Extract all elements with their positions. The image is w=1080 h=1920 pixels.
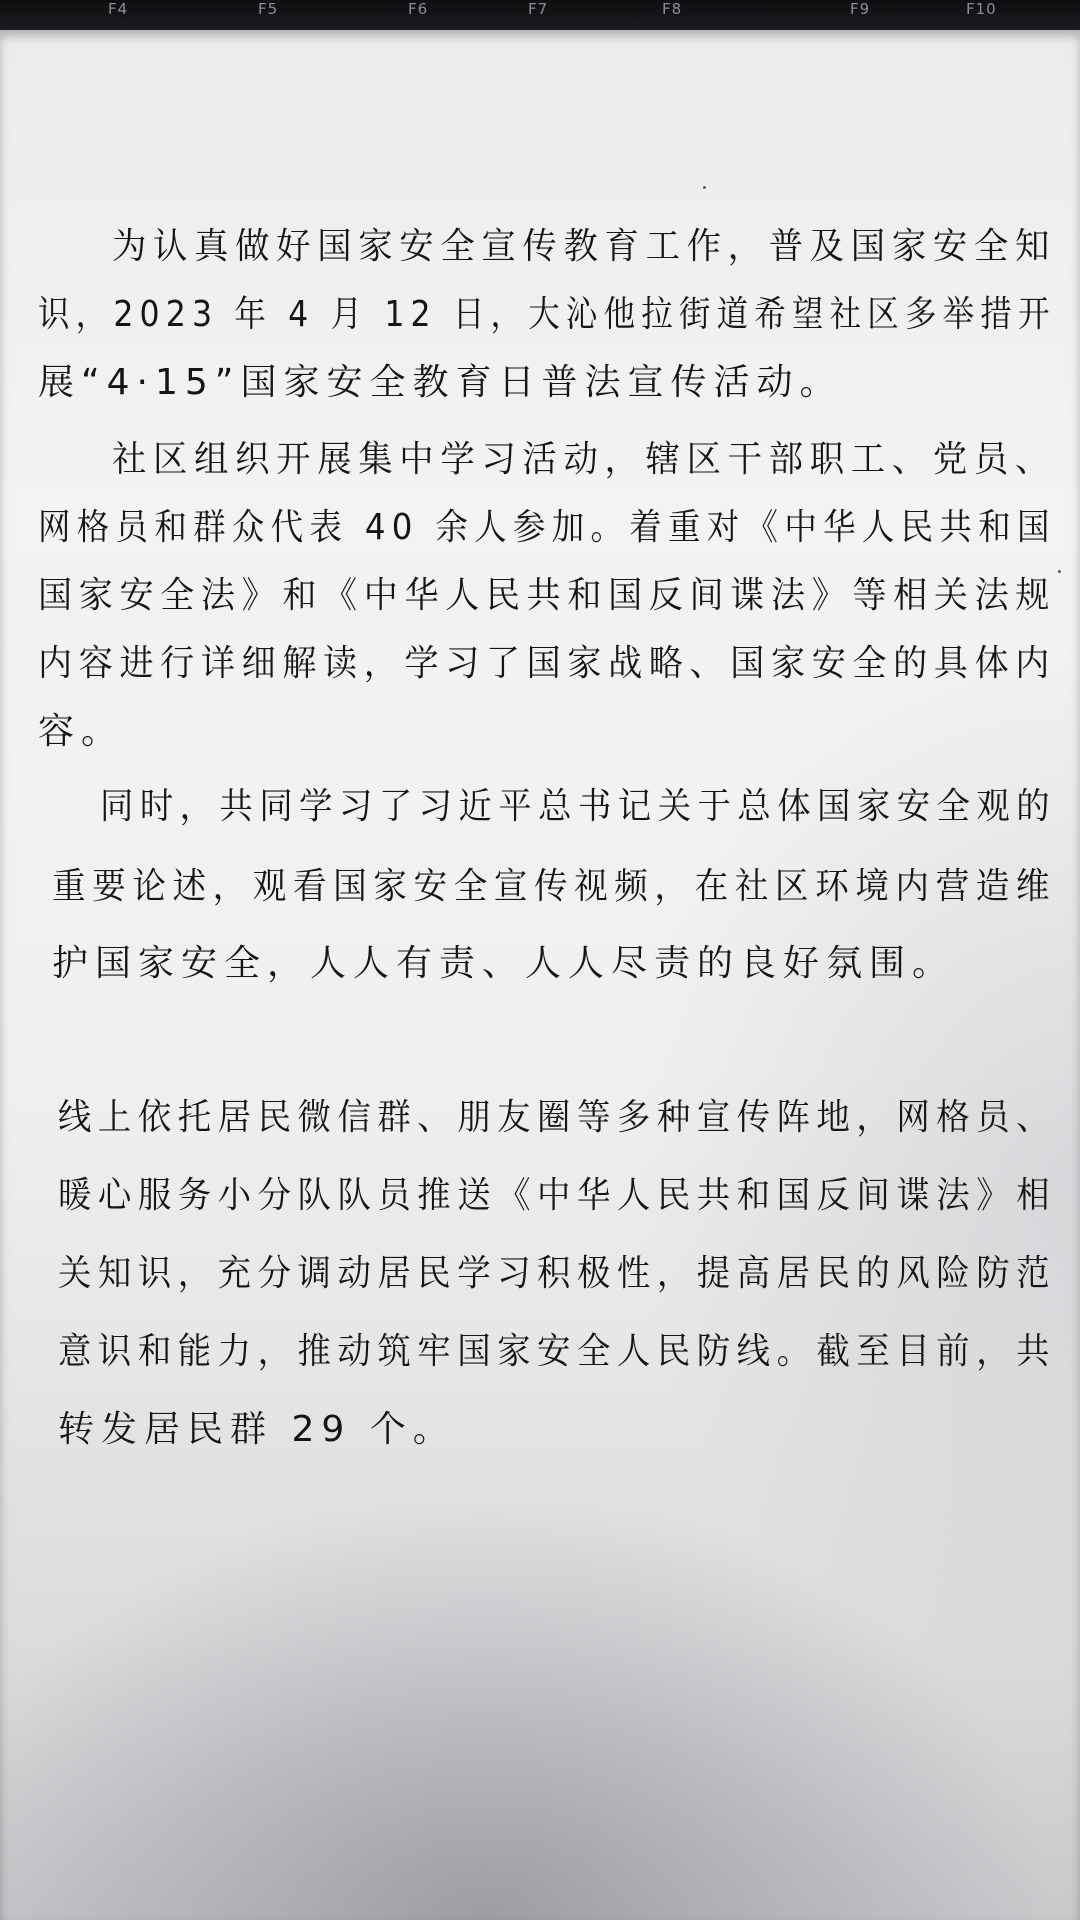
text-line: 网格员和群众代表 40 余人参加。着重对《中华人民共和国: [38, 507, 1056, 548]
text-line: 同时，共同学习了习近平总书记关于总体国家安全观的: [100, 786, 1057, 827]
text-line: 国家安全法》和《中华人民共和国反间谍法》等相关法规: [38, 575, 1057, 616]
text-line: 识，2023 年 4 月 12 日，大沁他拉街道希望社区多举措开: [38, 294, 1056, 335]
text-line: 重要论述，观看国家安全宣传视频，在社区环境内营造维: [52, 866, 1057, 907]
text-line: 意识和能力，推动筑牢国家安全人民防线。截至目前，共: [58, 1331, 1057, 1372]
keyboard-key-label: F10: [966, 0, 997, 18]
keyboard-key-label: F6: [408, 0, 429, 18]
text-line: 为认真做好国家安全宣传教育工作，普及国家安全知: [112, 226, 1057, 267]
keyboard-key-label: F7: [528, 0, 549, 18]
keyboard-key-label: F8: [662, 0, 683, 18]
paper-speck: [703, 186, 706, 189]
paper-sheet: [0, 30, 1080, 1920]
keyboard-key-label: F5: [258, 0, 279, 18]
keyboard-key-label: F4: [108, 0, 129, 18]
text-line: 暖心服务小分队队员推送《中华人民共和国反间谍法》相: [58, 1175, 1057, 1216]
text-line: 社区组织开展集中学习活动，辖区干部职工、党员、: [112, 439, 1057, 480]
text-line: 容。: [38, 711, 125, 752]
text-line: 线上依托居民微信群、朋友圈等多种宣传阵地，网格员、: [58, 1097, 1057, 1138]
keyboard-key-label: F9: [850, 0, 871, 18]
text-line: 护国家安全，人人有责、人人尽责的良好氛围。: [52, 943, 956, 984]
text-line: 内容进行详细解读，学习了国家战略、国家安全的具体内: [38, 643, 1057, 684]
text-line: 转发居民群 29 个。: [58, 1409, 456, 1450]
text-line: 关知识，充分调动居民学习积极性，提高居民的风险防范: [58, 1253, 1057, 1294]
paper-speck: [1058, 570, 1061, 573]
text-line: 展“4·15”国家安全教育日普法宣传活动。: [38, 362, 843, 403]
